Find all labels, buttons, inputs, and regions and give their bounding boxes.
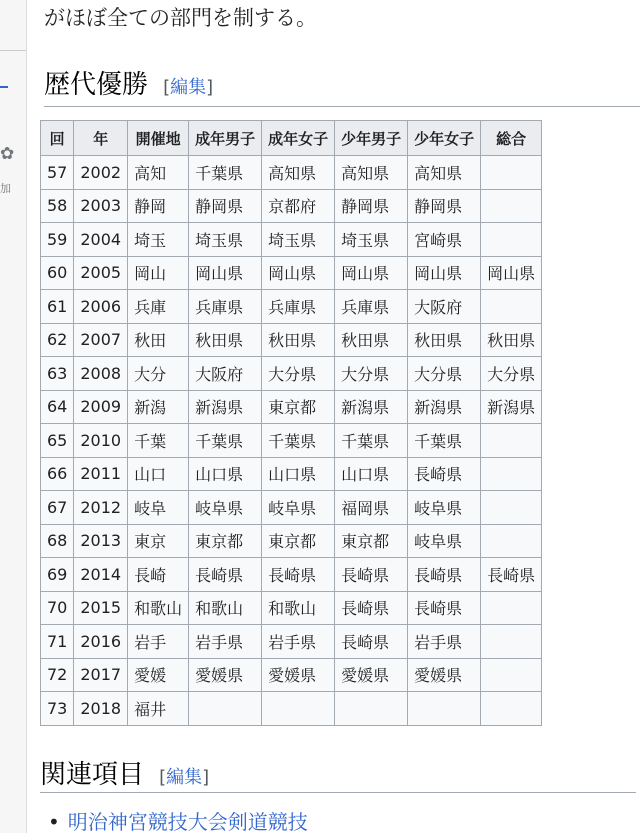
table-row: [41, 692, 542, 726]
table-cell: [481, 625, 542, 659]
table-cell: 千葉県: [408, 424, 481, 458]
column-header: 開催地: [128, 121, 189, 156]
table-cell: 岡山県: [189, 256, 262, 290]
table-cell: 57: [41, 156, 74, 190]
table-cell: 大阪府: [189, 357, 262, 391]
table-cell: 千葉: [128, 424, 189, 458]
table-cell: 62: [41, 323, 74, 357]
column-header: 少年男子: [335, 121, 408, 156]
champions-table: [40, 120, 542, 726]
table-cell: 2017: [74, 658, 128, 692]
table-cell: [481, 156, 542, 190]
table-cell: 和歌山: [128, 591, 189, 625]
intro-text: がほぼ全ての部門を制する。: [44, 6, 317, 30]
table-cell: 愛媛県: [408, 658, 481, 692]
table-row: [41, 457, 542, 491]
table-cell: 兵庫: [128, 290, 189, 324]
table-cell: 72: [41, 658, 74, 692]
table-cell: 長崎県: [408, 558, 481, 592]
table-cell: 68: [41, 524, 74, 558]
table-cell: 岐阜: [128, 491, 189, 525]
column-header: 少年女子: [408, 121, 481, 156]
table-cell: 2014: [74, 558, 128, 592]
table-cell: 高知: [128, 156, 189, 190]
table-cell: 長崎県: [189, 558, 262, 592]
table-cell: [189, 692, 262, 726]
table-row: [41, 658, 542, 692]
table-cell: 長崎県: [335, 625, 408, 659]
table-cell: 京都府: [262, 189, 335, 223]
table-cell: 静岡: [128, 189, 189, 223]
table-cell: 新潟県: [189, 390, 262, 424]
table-cell: 秋田県: [189, 323, 262, 357]
table-cell: 愛媛県: [262, 658, 335, 692]
table-cell: 岐阜県: [408, 524, 481, 558]
edit-bracket-open: [: [159, 767, 167, 788]
section-title: 関連項目: [40, 760, 145, 790]
table-cell: 大分県: [408, 357, 481, 391]
table-cell: 千葉県: [189, 424, 262, 458]
table-cell: 2011: [74, 457, 128, 491]
edit-section: [163, 77, 213, 98]
table-cell: [481, 189, 542, 223]
edit-bracket-open: [: [163, 77, 171, 98]
table-cell: 岩手県: [189, 625, 262, 659]
table-cell: 埼玉: [128, 223, 189, 257]
table-cell: 岡山県: [335, 256, 408, 290]
column-header: 総合: [481, 121, 542, 156]
table-cell: 新潟県: [408, 390, 481, 424]
table-cell: 2008: [74, 357, 128, 391]
table-cell: 岩手県: [262, 625, 335, 659]
table-cell: 岡山県: [262, 256, 335, 290]
section-heading-related: [40, 754, 636, 793]
table-row: [41, 424, 542, 458]
table-cell: [481, 524, 542, 558]
table-cell: 東京都: [262, 390, 335, 424]
table-cell: 66: [41, 457, 74, 491]
table-cell: 70: [41, 591, 74, 625]
table-row: [41, 524, 542, 558]
table-cell: 東京都: [335, 524, 408, 558]
column-header: 年: [74, 121, 128, 156]
table-cell: 2003: [74, 189, 128, 223]
table-cell: 山口: [128, 457, 189, 491]
table-cell: 新潟県: [335, 390, 408, 424]
table-row: [41, 625, 542, 659]
section-heading-history: [44, 64, 640, 107]
table-cell: 愛媛県: [335, 658, 408, 692]
column-header: 成年女子: [262, 121, 335, 156]
table-cell: 69: [41, 558, 74, 592]
table-row: [41, 256, 542, 290]
table-cell: 福井: [128, 692, 189, 726]
table-cell: 秋田県: [408, 323, 481, 357]
table-cell: 岐阜県: [189, 491, 262, 525]
table-cell: 長崎県: [408, 457, 481, 491]
table-cell: 2016: [74, 625, 128, 659]
table-header-row: [41, 121, 542, 156]
table-cell: 60: [41, 256, 74, 290]
table-cell: 秋田県: [481, 323, 542, 357]
table-cell: 2007: [74, 323, 128, 357]
table-cell: 63: [41, 357, 74, 391]
table-cell: [481, 424, 542, 458]
section-title: 歴代優勝: [44, 70, 149, 100]
table-cell: 65: [41, 424, 74, 458]
edit-bracket-close: ]: [202, 767, 210, 788]
table-cell: 静岡県: [189, 189, 262, 223]
table-row: [41, 223, 542, 257]
table-cell: 71: [41, 625, 74, 659]
table-cell: 兵庫県: [189, 290, 262, 324]
table-cell: 千葉県: [189, 156, 262, 190]
table-cell: 新潟: [128, 390, 189, 424]
table-cell: 宮崎県: [408, 223, 481, 257]
table-cell: 秋田県: [262, 323, 335, 357]
table-cell: 64: [41, 390, 74, 424]
table-cell: [481, 457, 542, 491]
table-cell: 2010: [74, 424, 128, 458]
table-cell: 58: [41, 189, 74, 223]
table-cell: 愛媛: [128, 658, 189, 692]
table-cell: [408, 692, 481, 726]
table-row: [41, 390, 542, 424]
related-list: [48, 806, 308, 835]
list-item: [48, 806, 308, 835]
table-cell: 2006: [74, 290, 128, 324]
table-row: [41, 189, 542, 223]
table-cell: 高知県: [262, 156, 335, 190]
sidebar-divider: [0, 50, 26, 51]
table-cell: 高知県: [335, 156, 408, 190]
table-row: [41, 558, 542, 592]
table-row: [41, 156, 542, 190]
table-cell: 岩手: [128, 625, 189, 659]
table-cell: 静岡県: [335, 189, 408, 223]
left-sidebar: [0, 0, 27, 833]
table-cell: [481, 491, 542, 525]
table-row: [41, 491, 542, 525]
table-cell: 東京都: [189, 524, 262, 558]
table-cell: 和歌山: [189, 591, 262, 625]
table-cell: 2012: [74, 491, 128, 525]
table-cell: 59: [41, 223, 74, 257]
table-cell: 埼玉県: [262, 223, 335, 257]
table-cell: 2018: [74, 692, 128, 726]
table-cell: 岡山県: [408, 256, 481, 290]
table-cell: 岐阜県: [408, 491, 481, 525]
table-cell: 73: [41, 692, 74, 726]
table-cell: 大分県: [481, 357, 542, 391]
table-cell: [481, 658, 542, 692]
edit-bracket-close: ]: [206, 77, 214, 98]
table-row: [41, 290, 542, 324]
table-row: [41, 591, 542, 625]
edit-link[interactable]: 編集: [166, 767, 203, 788]
gear-icon[interactable]: ✿: [0, 144, 15, 164]
table-row: [41, 323, 542, 357]
table-cell: 2004: [74, 223, 128, 257]
table-cell: 埼玉県: [189, 223, 262, 257]
table-cell: 大阪府: [408, 290, 481, 324]
table-cell: 岡山県: [481, 256, 542, 290]
table-cell: 長崎県: [335, 558, 408, 592]
table-cell: [481, 290, 542, 324]
table-cell: [262, 692, 335, 726]
table-cell: 東京: [128, 524, 189, 558]
table-cell: [481, 692, 542, 726]
table-cell: 兵庫県: [262, 290, 335, 324]
table-cell: 東京都: [262, 524, 335, 558]
table-cell: 新潟県: [481, 390, 542, 424]
table-cell: 2005: [74, 256, 128, 290]
edit-section: [159, 767, 209, 788]
edit-link[interactable]: 編集: [170, 77, 207, 98]
sidebar-add-label[interactable]: 加: [0, 182, 11, 195]
table-cell: 兵庫県: [335, 290, 408, 324]
column-header: 成年男子: [189, 121, 262, 156]
table-cell: 2013: [74, 524, 128, 558]
table-cell: 秋田: [128, 323, 189, 357]
table-cell: 2002: [74, 156, 128, 190]
table-cell: [481, 591, 542, 625]
table-cell: 大分県: [335, 357, 408, 391]
table-cell: 岐阜県: [262, 491, 335, 525]
table-body: [41, 156, 542, 726]
table-cell: 愛媛県: [189, 658, 262, 692]
table-cell: 秋田県: [335, 323, 408, 357]
table-row: [41, 357, 542, 391]
table-cell: 大分県: [262, 357, 335, 391]
table-cell: [481, 223, 542, 257]
table-cell: 岩手県: [408, 625, 481, 659]
table-cell: 長崎県: [408, 591, 481, 625]
table-cell: 岡山: [128, 256, 189, 290]
table-cell: 山口県: [189, 457, 262, 491]
table-cell: 2009: [74, 390, 128, 424]
table-cell: 千葉県: [335, 424, 408, 458]
table-cell: 千葉県: [262, 424, 335, 458]
table-cell: 大分: [128, 357, 189, 391]
table-cell: 67: [41, 491, 74, 525]
table-cell: 長崎県: [481, 558, 542, 592]
column-header: 回: [41, 121, 74, 156]
table-cell: 福岡県: [335, 491, 408, 525]
table-cell: [335, 692, 408, 726]
table-cell: 山口県: [262, 457, 335, 491]
table-cell: 長崎県: [262, 558, 335, 592]
related-link[interactable]: 明治神宮競技大会剣道競技: [67, 810, 308, 834]
table-cell: 埼玉県: [335, 223, 408, 257]
table-cell: 山口県: [335, 457, 408, 491]
sidebar-active-marker: [0, 86, 8, 88]
table-cell: 長崎県: [335, 591, 408, 625]
table-cell: 61: [41, 290, 74, 324]
table-cell: 和歌山: [262, 591, 335, 625]
table-cell: 静岡県: [408, 189, 481, 223]
table-cell: 長崎: [128, 558, 189, 592]
table-cell: 高知県: [408, 156, 481, 190]
table-cell: 2015: [74, 591, 128, 625]
